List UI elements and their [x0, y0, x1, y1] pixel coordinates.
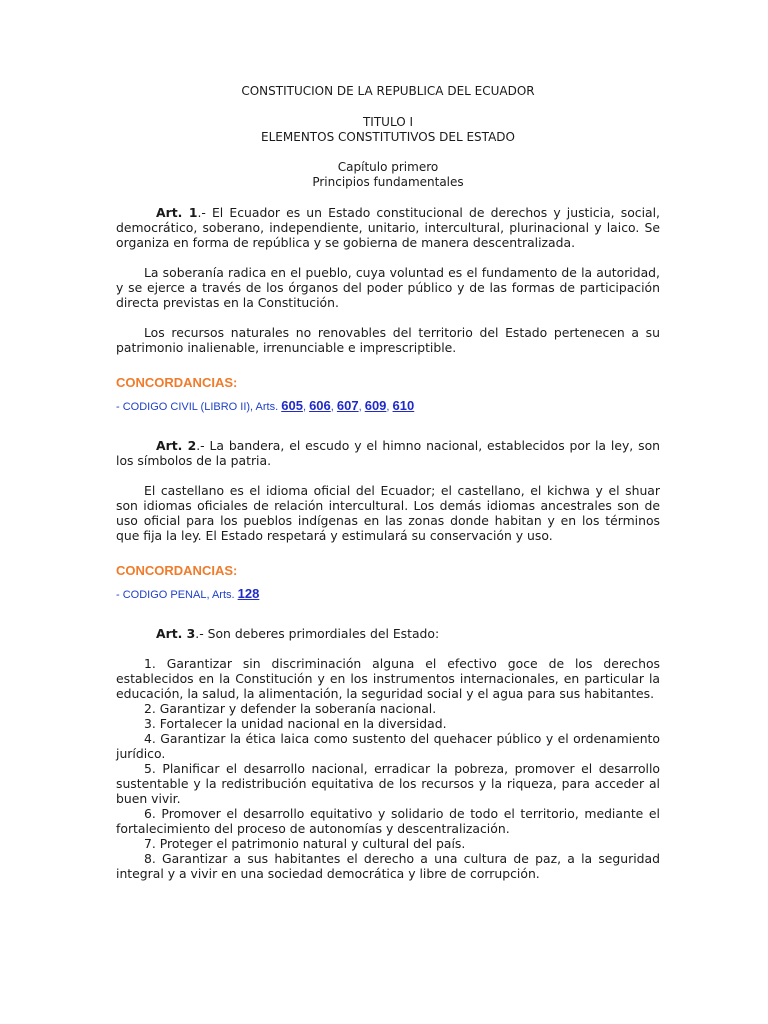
art3-item-3: 3. Fortalecer la unidad nacional en la diversidad. [144, 716, 447, 731]
ref-link-610[interactable]: 610 [392, 398, 415, 413]
ref-link-606[interactable]: 606 [309, 398, 331, 413]
titulo-heading: TITULO I [362, 115, 414, 129]
concordancias-heading-2: CONCORDANCIAS: [116, 563, 238, 578]
art3-item-6: 6. Promover el desarrollo equitativo y solidario de todo el territorio, mediante el fortalecimiento del proceso de autonomías y descentralización. [116, 806, 660, 836]
capitulo-heading: Capítulo primero [337, 160, 439, 174]
document-title: CONSTITUCION DE LA REPUBLICA DEL ECUADOR [241, 84, 535, 98]
art3-item-5: 5. Planificar el desarrollo nacional, erradicar la pobreza, promover el desarrollo sustentable y la redistribución equitativa de los recursos y la riqueza, para acceder al buen vivir. [116, 761, 660, 806]
art1-text-1: .- El Ecuador es un Estado constitucional de derechos y justicia, social, democrático, soberano, independiente, unitario, intercultural, plurinacional y laico. Se organiza en forma de república y se gobierna de manera descentralizada. [116, 205, 660, 250]
art3-item-4: 4. Garantizar la ética laica como sustento del quehacer público y el ordenamiento jurídico. [116, 731, 660, 761]
ref-link-607[interactable]: 607 [336, 398, 359, 413]
art3-intro [116, 626, 660, 641]
art1-paragraph-1 [116, 205, 660, 250]
ref-link-609[interactable]: 609 [364, 398, 387, 413]
titulo-name: ELEMENTOS CONSTITUTIVOS DEL ESTADO [261, 130, 515, 144]
ref-link-605[interactable]: 605 [281, 398, 303, 413]
art3-item-2: 2. Garantizar y defender la soberanía nacional. [144, 701, 437, 716]
art2-paragraph-2: El castellano es el idioma oficial del Ecuador; el castellano, el kichwa y el shuar son idiomas oficiales de relación intercultural. Los demás idiomas ancestrales son de uso oficial para los pueblos indígenas en las zonas donde habitan y en los términos que fija la ley. El Estado respetará y estimulará su conservación y uso. [116, 483, 660, 543]
art1-paragraph-3: Los recursos naturales no renovables del territorio del Estado pertenecen a su patrimonio inalienable, irrenunciable e imprescriptible. [116, 325, 660, 355]
art3-item-8: 8. Garantizar a sus habitantes el derecho a una cultura de paz, a la seguridad integral y a vivir en una sociedad democrática y libre de corrupción. [116, 851, 660, 881]
ref-link-128[interactable]: 128 [237, 586, 260, 601]
art2-text-1: .- La bandera, el escudo y el himno nacional, establecidos por la ley, son los símbolos de la patria. [116, 438, 661, 468]
art3-intro-text: .- Son deberes primordiales del Estado: [195, 626, 440, 641]
art1-paragraph-2: La soberanía radica en el pueblo, cuya voluntad es el fundamento de la autoridad, y se ejerce a través de los órganos del poder público y de las formas de participación directa previstas en la Constitución. [116, 265, 660, 310]
ref-2-prefix: - CODIGO PENAL, Arts. [116, 589, 235, 601]
capitulo-name: Principios fundamentales [312, 175, 464, 189]
art3-label: Art. 3 [156, 626, 196, 641]
art2-paragraph-1 [116, 438, 660, 468]
concordancias-heading-1: CONCORDANCIAS: [116, 375, 238, 390]
ref-1-prefix: - CODIGO CIVIL (LIBRO II), Arts. [116, 401, 279, 413]
art2-label: Art. 2 [156, 438, 197, 453]
concordancias-ref-1: - CODIGO CIVIL (LIBRO II), Arts. 605, 606, 607, 609, 610 [116, 398, 415, 413]
art1-label: Art. 1 [156, 205, 198, 220]
art3-item-1: 1. Garantizar sin discriminación alguna el efectivo goce de los derechos establecidos en la Constitución y en los instrumentos internacionales, en particular la educación, la salud, la alimentación, la seguridad social y el agua para sus habitantes. [116, 656, 660, 701]
art3-item-7: 7. Proteger el patrimonio natural y cultural del país. [144, 836, 466, 851]
concordancias-ref-2 [116, 585, 660, 604]
